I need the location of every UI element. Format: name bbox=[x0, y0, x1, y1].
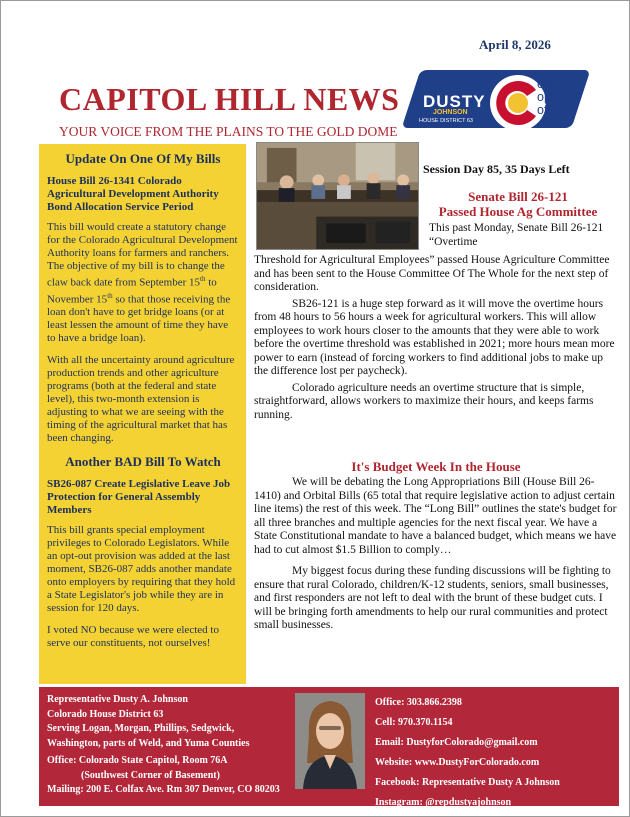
serving-counties: Serving Logan, Morgan, Phillips, Sedgwick, bbox=[47, 723, 235, 734]
logo-district: HOUSE DISTRICT 63 bbox=[419, 118, 473, 124]
text-run: This bill would create a statutory change for the Colorado Agricultural Development Authority loans for farmers and ranchers. The objective of my bill is to change the claw back date from September 15 bbox=[47, 221, 238, 289]
office-address: Office: Colorado State Capitol, Room 76A bbox=[47, 755, 228, 766]
budget-heading: It's Budget Week In the House bbox=[351, 459, 521, 474]
instagram-link[interactable]: Instagram: @repdustyajohnson bbox=[375, 797, 512, 808]
mailing-address: Mailing: 200 E. Colfax Ave. Rm 307 Denver, CO 80203 bbox=[47, 784, 280, 795]
sidebar-paragraph: With all the uncertainty around agriculture production trends and other agriculture programs (both at the federal and state level), this two-month extension is adjusting to what we are seeing with the timing of the agricultural market that has been changing. bbox=[47, 354, 235, 445]
cell-phone: Cell: 970.370.1154 bbox=[375, 717, 453, 728]
office-phone: Office: 303.866.2398 bbox=[375, 697, 462, 708]
office-address-note: (Southwest Corner of Basement) bbox=[81, 769, 220, 781]
sidebar bbox=[39, 144, 246, 684]
bill-title: SB26-087 Create Legislative Leave Job Protection for General Assembly Members bbox=[47, 478, 231, 517]
rep-name: Representative Dusty A. Johnson bbox=[47, 694, 188, 705]
budget-article bbox=[254, 476, 618, 641]
logo-name: DUSTY bbox=[423, 92, 486, 111]
session-day: Session Day 85, 35 Days Left bbox=[423, 162, 570, 176]
issue-date: April 8, 2026 bbox=[479, 37, 551, 52]
district: Colorado House District 63 bbox=[47, 708, 164, 720]
article-paragraph: SB26-121 is a huge step forward as it will move the overtime hours from 48 hours to 56 hours a week for agricultural workers. This will allow employees to work hours closer to the amounts that they were able to work before the overtime threshold was established in 2021; more hours mean more power to earn (instead of forcing workers to find additional jobs to make up the difference lost per paycheck). bbox=[254, 297, 615, 377]
committee-hearing-photo bbox=[256, 142, 419, 250]
article-paragraph: Colorado agriculture needs an overtime structure that is simple, straightforward, allows workers to maximize their hours, and keeps farms running. bbox=[254, 381, 594, 421]
logo-subtitle: JOHNSON bbox=[433, 109, 468, 116]
bill-title: House Bill 26-1341 Colorado Agricultural Development Authority Bond Allocation Service Period bbox=[47, 175, 219, 213]
website-link[interactable]: Website: www.DustyForColorado.com bbox=[375, 757, 540, 768]
logo-coffee-text bbox=[537, 78, 597, 117]
newsletter-title: CAPITOL HILL NEWS bbox=[59, 81, 400, 117]
sidebar-paragraph: I voted NO because we were elected to serve our constituents, not ourselves! bbox=[47, 624, 219, 650]
text-run: to November 15 bbox=[47, 276, 217, 306]
footer-address bbox=[47, 693, 299, 798]
superscript: th bbox=[200, 275, 206, 283]
contact-footer bbox=[39, 687, 619, 806]
article-paragraph: My biggest focus during these funding discussions will be fighting to ensure that rural Colorado, children/K-12 students, seniors, small businesses, and first responders are not left to deal with the brunt of these budget cuts. I will be bringing forth amendments to help our rural communities and protect small businesses. bbox=[254, 565, 611, 631]
logo-coffee-line: ops & bbox=[537, 90, 569, 104]
facebook-link[interactable]: Facebook: Representative Dusty A Johnson bbox=[375, 777, 560, 788]
senate-heading-line: Passed House Ag Committee bbox=[438, 204, 598, 219]
senate-article bbox=[254, 254, 618, 425]
representative-portrait bbox=[295, 693, 365, 789]
text-run: so that those receiving the loan don't have to get bridge loans (or at least lessen the amount of time they have to have a bridge loan). bbox=[47, 293, 231, 345]
sidebar-heading: Another BAD Bill To Watch bbox=[65, 454, 221, 470]
senate-bill-heading bbox=[423, 189, 613, 219]
email-link[interactable]: Email: DustyforColorado@gmail.com bbox=[375, 737, 538, 748]
sidebar-paragraph bbox=[47, 221, 239, 345]
senate-heading-line: Senate Bill 26-121 bbox=[468, 189, 568, 204]
article-paragraph: Threshold for Agricultural Employees” passed House Agriculture Committee and has been sent to the House Committee Of The Whole for the next step of consideration. bbox=[254, 254, 610, 293]
article-paragraph: We will be debating the Long Appropriations Bill (House Bill 26-1410) and Orbital Bills (65 total that require legislative action to adjust certain line items) the rest of this week. The “Long Bill” outlines the state's budget for all three branches and multiple agencies for the next fiscal year. We have a State Constitutional mandate to have a balanced budget, which means we have had to cut almost $1.5 Billion to comply… bbox=[254, 476, 617, 556]
newsletter-tagline: YOUR VOICE FROM THE PLAINS TO THE GOLD DOME bbox=[59, 124, 398, 139]
serving-counties: Washington, parts of Weld, and Yuma Counties bbox=[47, 737, 250, 749]
superscript: th bbox=[107, 291, 113, 300]
senate-intro: This past Monday, Senate Bill 26-121 “Overtime bbox=[429, 222, 604, 248]
footer-contact bbox=[375, 693, 615, 813]
campaign-logo bbox=[411, 64, 593, 144]
sidebar-heading: Update On One Of My Bills bbox=[65, 151, 221, 166]
logo-coffee-line: ows, bbox=[537, 77, 563, 91]
logo-coffee-line: offee bbox=[537, 103, 565, 117]
sidebar-paragraph: This bill grants special employment privileges to Colorado Legislators. While an opt-out provision was added at the last moment, SB26-087 adds another mandate onto employers by requiring that they hold a State Legislator's job while they are in session for 120 days. bbox=[47, 524, 236, 615]
